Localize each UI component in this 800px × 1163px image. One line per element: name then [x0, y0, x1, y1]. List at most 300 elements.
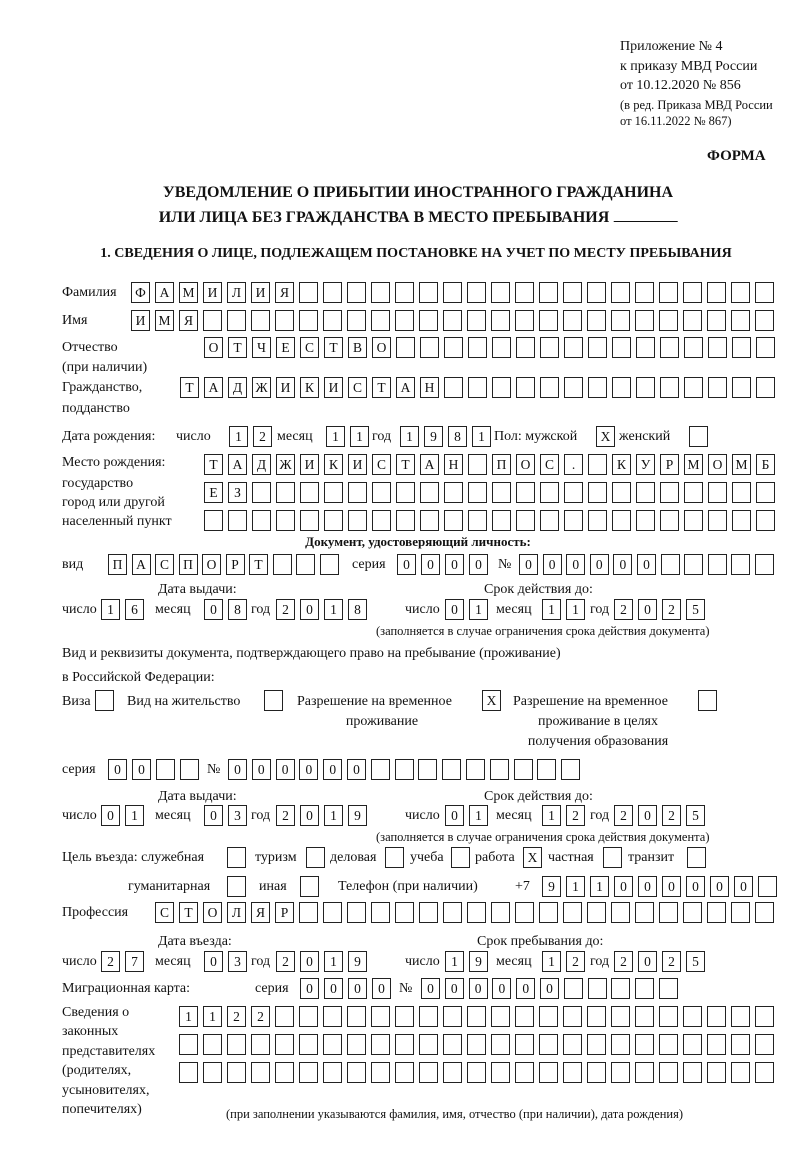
- birth-place-cell[interactable]: [564, 510, 583, 531]
- patronymic-cell[interactable]: [444, 337, 463, 358]
- citizenship-cell[interactable]: [444, 377, 463, 398]
- birth-place-cell[interactable]: [516, 482, 535, 503]
- patronymic-cell[interactable]: Т: [228, 337, 247, 358]
- representatives-cell[interactable]: [683, 1034, 702, 1055]
- representatives-cell[interactable]: [395, 1006, 414, 1027]
- purpose-business-checkbox[interactable]: [385, 847, 404, 868]
- id-doc-issue-year-cell[interactable]: 8: [348, 599, 367, 620]
- surname-cell[interactable]: [371, 282, 390, 303]
- stay-doc-issue-day-cell[interactable]: 1: [125, 805, 144, 826]
- id-doc-kind-cell[interactable]: О: [202, 554, 221, 575]
- birth-place-cell[interactable]: [636, 482, 655, 503]
- birth-place-cell[interactable]: [492, 482, 511, 503]
- patronymic-cell[interactable]: Ч: [252, 337, 271, 358]
- birth-place-cell[interactable]: [564, 482, 583, 503]
- id-doc-kind-cell[interactable]: А: [132, 554, 151, 575]
- representatives-cell[interactable]: [515, 1062, 534, 1083]
- birth-place-cell[interactable]: [756, 482, 775, 503]
- representatives-cell[interactable]: [707, 1034, 726, 1055]
- patronymic-cell[interactable]: [420, 337, 439, 358]
- stay-doc-series-cell[interactable]: 0: [108, 759, 127, 780]
- stay-doc-issue-end-month-cell[interactable]: 2: [566, 805, 585, 826]
- migration-number-cell[interactable]: [564, 978, 583, 999]
- birth-place-cell[interactable]: [468, 482, 487, 503]
- birth-place-cell[interactable]: Е: [204, 482, 223, 503]
- entry-day-cell[interactable]: 7: [125, 951, 144, 972]
- profession-cell[interactable]: [515, 902, 534, 923]
- entry-end-year-cell[interactable]: 2: [662, 951, 681, 972]
- birth-place-cell[interactable]: [684, 510, 703, 531]
- id-doc-kind-cell[interactable]: [320, 554, 339, 575]
- birth-place-cell[interactable]: [300, 510, 319, 531]
- citizenship-cell[interactable]: К: [300, 377, 319, 398]
- entry-end-year-cell[interactable]: 2: [614, 951, 633, 972]
- representatives-cell[interactable]: [395, 1034, 414, 1055]
- birth-place-cell[interactable]: [708, 482, 727, 503]
- id-doc-series-cell[interactable]: 0: [421, 554, 440, 575]
- name-cell[interactable]: [755, 310, 774, 331]
- birth-place-cell[interactable]: [612, 510, 631, 531]
- id-doc-number-cell[interactable]: [684, 554, 703, 575]
- citizenship-cell[interactable]: С: [348, 377, 367, 398]
- surname-cell[interactable]: [347, 282, 366, 303]
- birth-place-cell[interactable]: П: [492, 454, 511, 475]
- id-doc-issue-end-year-cell[interactable]: 0: [638, 599, 657, 620]
- birth-place-cell[interactable]: [708, 510, 727, 531]
- stay-doc-issue-day-cell[interactable]: 0: [101, 805, 120, 826]
- birth-place-cell[interactable]: [588, 510, 607, 531]
- stay-doc-number-cell[interactable]: [466, 759, 485, 780]
- entry-end-year-cell[interactable]: 5: [686, 951, 705, 972]
- id-doc-number-cell[interactable]: [661, 554, 680, 575]
- representatives-cell[interactable]: [323, 1034, 342, 1055]
- profession-cell[interactable]: [755, 902, 774, 923]
- citizenship-cell[interactable]: [612, 377, 631, 398]
- phone-cell[interactable]: 0: [614, 876, 633, 897]
- representatives-cell[interactable]: [419, 1006, 438, 1027]
- birth-place-cell[interactable]: .: [564, 454, 583, 475]
- representatives-cell[interactable]: 2: [227, 1006, 246, 1027]
- profession-cell[interactable]: [731, 902, 750, 923]
- representatives-cell[interactable]: [515, 1034, 534, 1055]
- phone-cell[interactable]: 0: [710, 876, 729, 897]
- representatives-cell[interactable]: [635, 1034, 654, 1055]
- profession-cell[interactable]: [611, 902, 630, 923]
- birth-place-cell[interactable]: [444, 510, 463, 531]
- id-doc-issue-end-month-cell[interactable]: 1: [542, 599, 561, 620]
- surname-cell[interactable]: М: [179, 282, 198, 303]
- purpose-work-checkbox[interactable]: X: [523, 847, 542, 868]
- name-cell[interactable]: [491, 310, 510, 331]
- representatives-cell[interactable]: [491, 1006, 510, 1027]
- patronymic-cell[interactable]: [492, 337, 511, 358]
- stay-doc-number-cell[interactable]: [395, 759, 414, 780]
- migration-series-cell[interactable]: 0: [372, 978, 391, 999]
- stay-doc-number-cell[interactable]: [514, 759, 533, 780]
- stay-doc-issue-end-year-cell[interactable]: 2: [662, 805, 681, 826]
- representatives-cell[interactable]: [755, 1006, 774, 1027]
- representatives-cell[interactable]: [179, 1034, 198, 1055]
- representatives-cell[interactable]: [707, 1006, 726, 1027]
- id-doc-number-cell[interactable]: 0: [637, 554, 656, 575]
- representatives-cell[interactable]: [299, 1006, 318, 1027]
- representatives-cell[interactable]: [563, 1006, 582, 1027]
- sex-male-checkbox[interactable]: X: [596, 426, 615, 447]
- surname-cell[interactable]: А: [155, 282, 174, 303]
- birth-place-cell[interactable]: [660, 482, 679, 503]
- representatives-cell[interactable]: [635, 1006, 654, 1027]
- patronymic-cell[interactable]: [684, 337, 703, 358]
- birth-place-cell[interactable]: Б: [756, 454, 775, 475]
- surname-cell[interactable]: [611, 282, 630, 303]
- birth-place-cell[interactable]: М: [732, 454, 751, 475]
- representatives-cell[interactable]: [299, 1062, 318, 1083]
- birth-year-cell[interactable]: 1: [400, 426, 419, 447]
- name-cell[interactable]: [275, 310, 294, 331]
- id-doc-issue-end-day-cell[interactable]: 1: [469, 599, 488, 620]
- profession-cell[interactable]: Т: [179, 902, 198, 923]
- id-doc-kind-cell[interactable]: Р: [226, 554, 245, 575]
- surname-cell[interactable]: Я: [275, 282, 294, 303]
- birth-place-cell[interactable]: Т: [396, 454, 415, 475]
- citizenship-cell[interactable]: [588, 377, 607, 398]
- stay-doc-number-cell[interactable]: [371, 759, 390, 780]
- birth-place-cell[interactable]: Т: [204, 454, 223, 475]
- birth-place-cell[interactable]: [396, 510, 415, 531]
- stay-doc-number-cell[interactable]: 0: [228, 759, 247, 780]
- migration-number-cell[interactable]: [635, 978, 654, 999]
- surname-cell[interactable]: [683, 282, 702, 303]
- birth-place-cell[interactable]: Д: [252, 454, 271, 475]
- representatives-cell[interactable]: [203, 1062, 222, 1083]
- name-cell[interactable]: [395, 310, 414, 331]
- representatives-cell[interactable]: [467, 1006, 486, 1027]
- name-cell[interactable]: [203, 310, 222, 331]
- id-doc-number-cell[interactable]: 0: [519, 554, 538, 575]
- phone-cell[interactable]: 0: [686, 876, 705, 897]
- profession-cell[interactable]: [707, 902, 726, 923]
- citizenship-cell[interactable]: [660, 377, 679, 398]
- patronymic-cell[interactable]: [660, 337, 679, 358]
- representatives-cell[interactable]: [443, 1062, 462, 1083]
- name-cell[interactable]: [347, 310, 366, 331]
- birth-place-cell[interactable]: [588, 482, 607, 503]
- birth-place-cell[interactable]: [204, 510, 223, 531]
- birth-place-cell[interactable]: Р: [660, 454, 679, 475]
- representatives-cell[interactable]: [731, 1034, 750, 1055]
- representatives-cell[interactable]: [539, 1062, 558, 1083]
- birth-place-cell[interactable]: [276, 482, 295, 503]
- representatives-cell[interactable]: [635, 1062, 654, 1083]
- purpose-other-checkbox[interactable]: [300, 876, 319, 897]
- representatives-cell[interactable]: 1: [179, 1006, 198, 1027]
- representatives-cell[interactable]: [731, 1006, 750, 1027]
- id-doc-kind-cell[interactable]: Т: [249, 554, 268, 575]
- profession-cell[interactable]: [683, 902, 702, 923]
- id-doc-issue-end-year-cell[interactable]: 2: [662, 599, 681, 620]
- entry-month-cell[interactable]: 0: [204, 951, 223, 972]
- representatives-cell[interactable]: 2: [251, 1006, 270, 1027]
- birth-month-cell[interactable]: 1: [350, 426, 369, 447]
- citizenship-cell[interactable]: А: [396, 377, 415, 398]
- surname-cell[interactable]: [539, 282, 558, 303]
- id-doc-issue-month-cell[interactable]: 8: [228, 599, 247, 620]
- representatives-cell[interactable]: [227, 1034, 246, 1055]
- representatives-cell[interactable]: [539, 1006, 558, 1027]
- representatives-cell[interactable]: [347, 1006, 366, 1027]
- visa-checkbox[interactable]: [95, 690, 114, 711]
- representatives-cell[interactable]: [467, 1034, 486, 1055]
- id-doc-kind-cell[interactable]: С: [155, 554, 174, 575]
- birth-place-cell[interactable]: [420, 482, 439, 503]
- representatives-cell[interactable]: [251, 1062, 270, 1083]
- migration-series-cell[interactable]: 0: [324, 978, 343, 999]
- birth-place-cell[interactable]: [468, 454, 487, 475]
- profession-cell[interactable]: С: [155, 902, 174, 923]
- representatives-cell[interactable]: [491, 1034, 510, 1055]
- name-cell[interactable]: [587, 310, 606, 331]
- id-doc-kind-cell[interactable]: [273, 554, 292, 575]
- representatives-cell[interactable]: [371, 1062, 390, 1083]
- birth-place-cell[interactable]: Н: [444, 454, 463, 475]
- birth-place-cell[interactable]: [612, 482, 631, 503]
- birth-place-cell[interactable]: [636, 510, 655, 531]
- surname-cell[interactable]: [659, 282, 678, 303]
- patronymic-cell[interactable]: [612, 337, 631, 358]
- stay-doc-issue-end-year-cell[interactable]: 0: [638, 805, 657, 826]
- id-doc-issue-year-cell[interactable]: 2: [276, 599, 295, 620]
- id-doc-number-cell[interactable]: 0: [543, 554, 562, 575]
- stay-doc-issue-year-cell[interactable]: 0: [300, 805, 319, 826]
- citizenship-cell[interactable]: [636, 377, 655, 398]
- citizenship-cell[interactable]: Д: [228, 377, 247, 398]
- stay-doc-number-cell[interactable]: 0: [347, 759, 366, 780]
- representatives-cell[interactable]: [611, 1034, 630, 1055]
- surname-cell[interactable]: [587, 282, 606, 303]
- profession-cell[interactable]: [539, 902, 558, 923]
- citizenship-cell[interactable]: И: [324, 377, 343, 398]
- name-cell[interactable]: [683, 310, 702, 331]
- citizenship-cell[interactable]: [540, 377, 559, 398]
- birth-place-cell[interactable]: И: [348, 454, 367, 475]
- birth-place-cell[interactable]: З: [228, 482, 247, 503]
- stay-doc-number-cell[interactable]: 0: [276, 759, 295, 780]
- representatives-cell[interactable]: [323, 1006, 342, 1027]
- birth-place-cell[interactable]: [444, 482, 463, 503]
- stay-doc-series-cell[interactable]: [180, 759, 199, 780]
- birth-place-cell[interactable]: [732, 510, 751, 531]
- name-cell[interactable]: [515, 310, 534, 331]
- birth-place-cell[interactable]: [732, 482, 751, 503]
- surname-cell[interactable]: И: [251, 282, 270, 303]
- surname-cell[interactable]: Ф: [131, 282, 150, 303]
- patronymic-cell[interactable]: О: [372, 337, 391, 358]
- surname-cell[interactable]: [491, 282, 510, 303]
- profession-cell[interactable]: О: [203, 902, 222, 923]
- birth-place-cell[interactable]: [252, 510, 271, 531]
- surname-cell[interactable]: [563, 282, 582, 303]
- surname-cell[interactable]: [443, 282, 462, 303]
- phone-cell[interactable]: 1: [566, 876, 585, 897]
- stay-doc-issue-year-cell[interactable]: 1: [324, 805, 343, 826]
- representatives-cell[interactable]: [659, 1006, 678, 1027]
- surname-cell[interactable]: [755, 282, 774, 303]
- entry-year-cell[interactable]: 9: [348, 951, 367, 972]
- representatives-cell[interactable]: [395, 1062, 414, 1083]
- profession-cell[interactable]: [635, 902, 654, 923]
- birth-place-cell[interactable]: К: [324, 454, 343, 475]
- entry-year-cell[interactable]: 0: [300, 951, 319, 972]
- birth-place-cell[interactable]: [492, 510, 511, 531]
- profession-cell[interactable]: [395, 902, 414, 923]
- stay-doc-issue-end-year-cell[interactable]: 2: [614, 805, 633, 826]
- entry-end-day-cell[interactable]: 1: [445, 951, 464, 972]
- representatives-cell[interactable]: [683, 1006, 702, 1027]
- patronymic-cell[interactable]: Е: [276, 337, 295, 358]
- birth-place-cell[interactable]: К: [612, 454, 631, 475]
- birth-place-cell[interactable]: [540, 482, 559, 503]
- profession-cell[interactable]: [323, 902, 342, 923]
- name-cell[interactable]: [731, 310, 750, 331]
- profession-cell[interactable]: Р: [275, 902, 294, 923]
- representatives-cell[interactable]: [371, 1034, 390, 1055]
- purpose-transit-checkbox[interactable]: [687, 847, 706, 868]
- stay-doc-issue-end-year-cell[interactable]: 5: [686, 805, 705, 826]
- id-doc-issue-day-cell[interactable]: 1: [101, 599, 120, 620]
- birth-place-cell[interactable]: [540, 510, 559, 531]
- birth-place-cell[interactable]: [420, 510, 439, 531]
- entry-month-cell[interactable]: 3: [228, 951, 247, 972]
- birth-year-cell[interactable]: 9: [424, 426, 443, 447]
- birth-place-cell[interactable]: [684, 482, 703, 503]
- patronymic-cell[interactable]: [468, 337, 487, 358]
- phone-cell[interactable]: 0: [734, 876, 753, 897]
- phone-cell[interactable]: 9: [542, 876, 561, 897]
- representatives-cell[interactable]: [539, 1034, 558, 1055]
- representatives-cell[interactable]: [683, 1062, 702, 1083]
- name-cell[interactable]: [635, 310, 654, 331]
- representatives-cell[interactable]: [755, 1062, 774, 1083]
- profession-cell[interactable]: [443, 902, 462, 923]
- representatives-cell[interactable]: [443, 1006, 462, 1027]
- id-doc-issue-month-cell[interactable]: 0: [204, 599, 223, 620]
- phone-cell[interactable]: 1: [590, 876, 609, 897]
- citizenship-cell[interactable]: А: [204, 377, 223, 398]
- migration-series-cell[interactable]: 0: [348, 978, 367, 999]
- profession-cell[interactable]: Л: [227, 902, 246, 923]
- birth-place-cell[interactable]: У: [636, 454, 655, 475]
- representatives-cell[interactable]: [755, 1034, 774, 1055]
- birth-place-cell[interactable]: Ж: [276, 454, 295, 475]
- name-cell[interactable]: [659, 310, 678, 331]
- surname-cell[interactable]: [731, 282, 750, 303]
- residence-permit-checkbox[interactable]: [264, 690, 283, 711]
- birth-year-cell[interactable]: 1: [472, 426, 491, 447]
- representatives-cell[interactable]: [707, 1062, 726, 1083]
- representatives-cell[interactable]: [203, 1034, 222, 1055]
- representatives-cell[interactable]: [587, 1034, 606, 1055]
- patronymic-cell[interactable]: [564, 337, 583, 358]
- entry-end-year-cell[interactable]: 0: [638, 951, 657, 972]
- id-doc-issue-year-cell[interactable]: 1: [324, 599, 343, 620]
- birth-place-cell[interactable]: [348, 510, 367, 531]
- birth-place-cell[interactable]: И: [300, 454, 319, 475]
- representatives-cell[interactable]: [491, 1062, 510, 1083]
- surname-cell[interactable]: [323, 282, 342, 303]
- birth-place-cell[interactable]: [348, 482, 367, 503]
- name-cell[interactable]: [443, 310, 462, 331]
- profession-cell[interactable]: Я: [251, 902, 270, 923]
- surname-cell[interactable]: [299, 282, 318, 303]
- surname-cell[interactable]: [419, 282, 438, 303]
- stay-doc-issue-end-day-cell[interactable]: 1: [469, 805, 488, 826]
- citizenship-cell[interactable]: Н: [420, 377, 439, 398]
- birth-place-cell[interactable]: [516, 510, 535, 531]
- migration-number-cell[interactable]: [659, 978, 678, 999]
- entry-end-month-cell[interactable]: 2: [566, 951, 585, 972]
- profession-cell[interactable]: [419, 902, 438, 923]
- name-cell[interactable]: [299, 310, 318, 331]
- patronymic-cell[interactable]: [588, 337, 607, 358]
- birth-place-cell[interactable]: С: [372, 454, 391, 475]
- stay-doc-number-cell[interactable]: 0: [323, 759, 342, 780]
- representatives-cell[interactable]: [275, 1062, 294, 1083]
- patronymic-cell[interactable]: [540, 337, 559, 358]
- surname-cell[interactable]: [515, 282, 534, 303]
- birth-place-cell[interactable]: М: [684, 454, 703, 475]
- profession-cell[interactable]: [347, 902, 366, 923]
- id-doc-kind-cell[interactable]: П: [179, 554, 198, 575]
- id-doc-issue-day-cell[interactable]: 6: [125, 599, 144, 620]
- name-cell[interactable]: [707, 310, 726, 331]
- patronymic-cell[interactable]: В: [348, 337, 367, 358]
- citizenship-cell[interactable]: [684, 377, 703, 398]
- representatives-cell[interactable]: [611, 1006, 630, 1027]
- profession-cell[interactable]: [467, 902, 486, 923]
- patronymic-cell[interactable]: [636, 337, 655, 358]
- entry-end-day-cell[interactable]: 9: [469, 951, 488, 972]
- surname-cell[interactable]: [635, 282, 654, 303]
- migration-number-cell[interactable]: [611, 978, 630, 999]
- representatives-cell[interactable]: [515, 1006, 534, 1027]
- citizenship-cell[interactable]: Т: [372, 377, 391, 398]
- id-doc-issue-end-month-cell[interactable]: 1: [566, 599, 585, 620]
- id-doc-issue-year-cell[interactable]: 0: [300, 599, 319, 620]
- representatives-cell[interactable]: [587, 1006, 606, 1027]
- entry-end-month-cell[interactable]: 1: [542, 951, 561, 972]
- birth-place-cell[interactable]: О: [708, 454, 727, 475]
- name-cell[interactable]: Я: [179, 310, 198, 331]
- temp-residence-edu-checkbox[interactable]: [698, 690, 717, 711]
- id-doc-series-cell[interactable]: 0: [397, 554, 416, 575]
- stay-doc-number-cell[interactable]: [418, 759, 437, 780]
- birth-place-cell[interactable]: [660, 510, 679, 531]
- citizenship-cell[interactable]: [756, 377, 775, 398]
- stay-doc-number-cell[interactable]: 0: [299, 759, 318, 780]
- representatives-cell[interactable]: [659, 1062, 678, 1083]
- birth-month-cell[interactable]: 1: [326, 426, 345, 447]
- birth-place-cell[interactable]: [252, 482, 271, 503]
- purpose-tourism-checkbox[interactable]: [306, 847, 325, 868]
- entry-year-cell[interactable]: 1: [324, 951, 343, 972]
- stay-doc-series-cell[interactable]: 0: [132, 759, 151, 780]
- name-cell[interactable]: [467, 310, 486, 331]
- stay-doc-issue-year-cell[interactable]: 2: [276, 805, 295, 826]
- migration-number-cell[interactable]: 0: [469, 978, 488, 999]
- profession-cell[interactable]: [371, 902, 390, 923]
- citizenship-cell[interactable]: [732, 377, 751, 398]
- representatives-cell[interactable]: [347, 1062, 366, 1083]
